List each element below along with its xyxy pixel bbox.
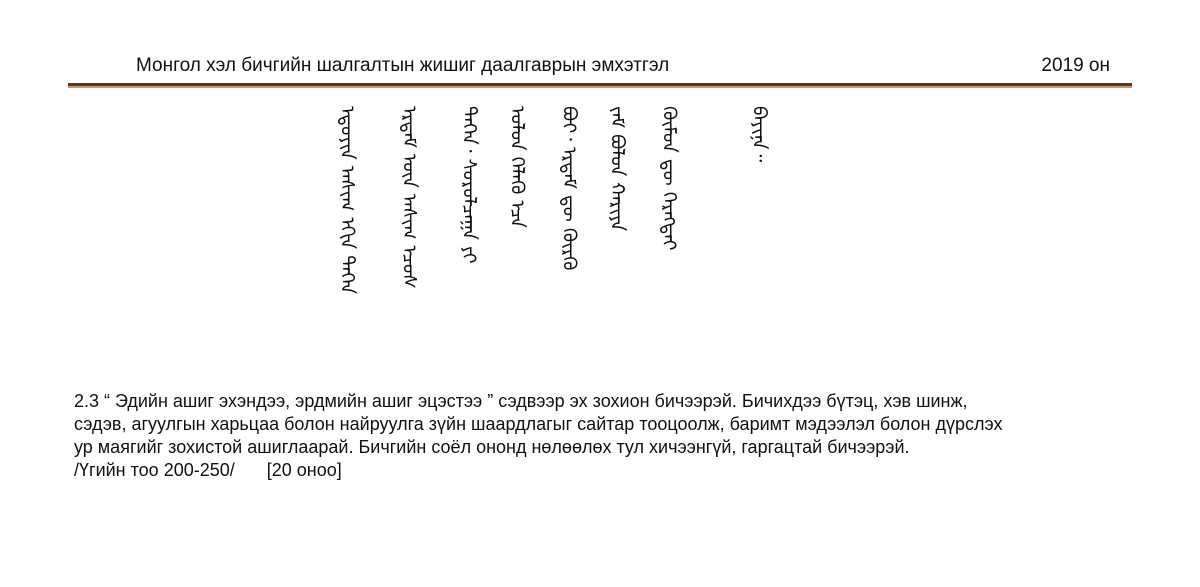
points: [20 оноо] [266,460,342,480]
header-rule-accent [68,86,1132,88]
task-line: 2.3 “ Эдийн ашиг эхэндээ, эрдмийн ашиг эцэстээ ” сэдвээр эх зохион бичээрэй. Бичихдээ бүтэц, хэв шинж, [74,391,968,411]
script-line: ᠡᠷᠳᠡᠮ ᠦᠨ ᠠᠰᠢᠭ ᠡᠴᠦᠰ [398,106,420,289]
task-requirements [74,459,1134,482]
word-count: /Үгийн тоо 200-250/ [74,460,235,480]
task-line: сэдэв, агуулгын харьцаа болон найруулга зүйн шаардлагыг сайтар тооцоолж, баримт мэдээлэл болон дүрслэх [74,414,1003,434]
page-header [136,52,1110,80]
script-line: ᠡᠳᠦᠶᠢᠨ ᠠᠰᠢᠭ ᠡᠬᠢᠨ ᠳᠡᠭᠡᠨ [336,106,358,295]
script-line: ᠪᠠᠶᠢᠨᠠ᠃ [748,106,770,163]
script-line: ᠵᠠᠮ ᠪᠤᠯᠤᠨ ᠬᠠᠷᠢᠶᠠ [606,106,628,232]
script-line: ᠪᠤᠢ᠂ ᠡᠷᠳᠡᠮ ᠳᠦ ᠬᠦᠷᠬᠦ [558,106,580,271]
script-line: ᠬᠦᠮᠦᠨ ᠳᠦ ᠬᠡᠷᠡᠭᠲᠡᠢ [658,106,680,251]
mongolian-script-passage [332,106,792,378]
script-line: ᠤᠯᠤᠨ ᠬᠡᠯᠡᠬᠦ ᠡᠴᠡ [506,106,528,228]
task-line: ур маягийг зохистой ашиглаарай. Бичгийн соёл ононд нөлөөлөх тул хичээнгүй, гаргацтай бичээрэй. [74,437,910,457]
document-year: 2019 он [1041,55,1110,76]
script-line: ᠲᠡᠭᠡᠨ᠂ ᠰᠤᠷᠤᠯᠴᠠᠭᠠ ᠶᠢ [458,106,480,264]
task-instructions [74,390,1134,482]
document-title: Монгол хэл бичгийн шалгалтын жишиг даалгаврын эмхэтгэл [136,55,670,76]
